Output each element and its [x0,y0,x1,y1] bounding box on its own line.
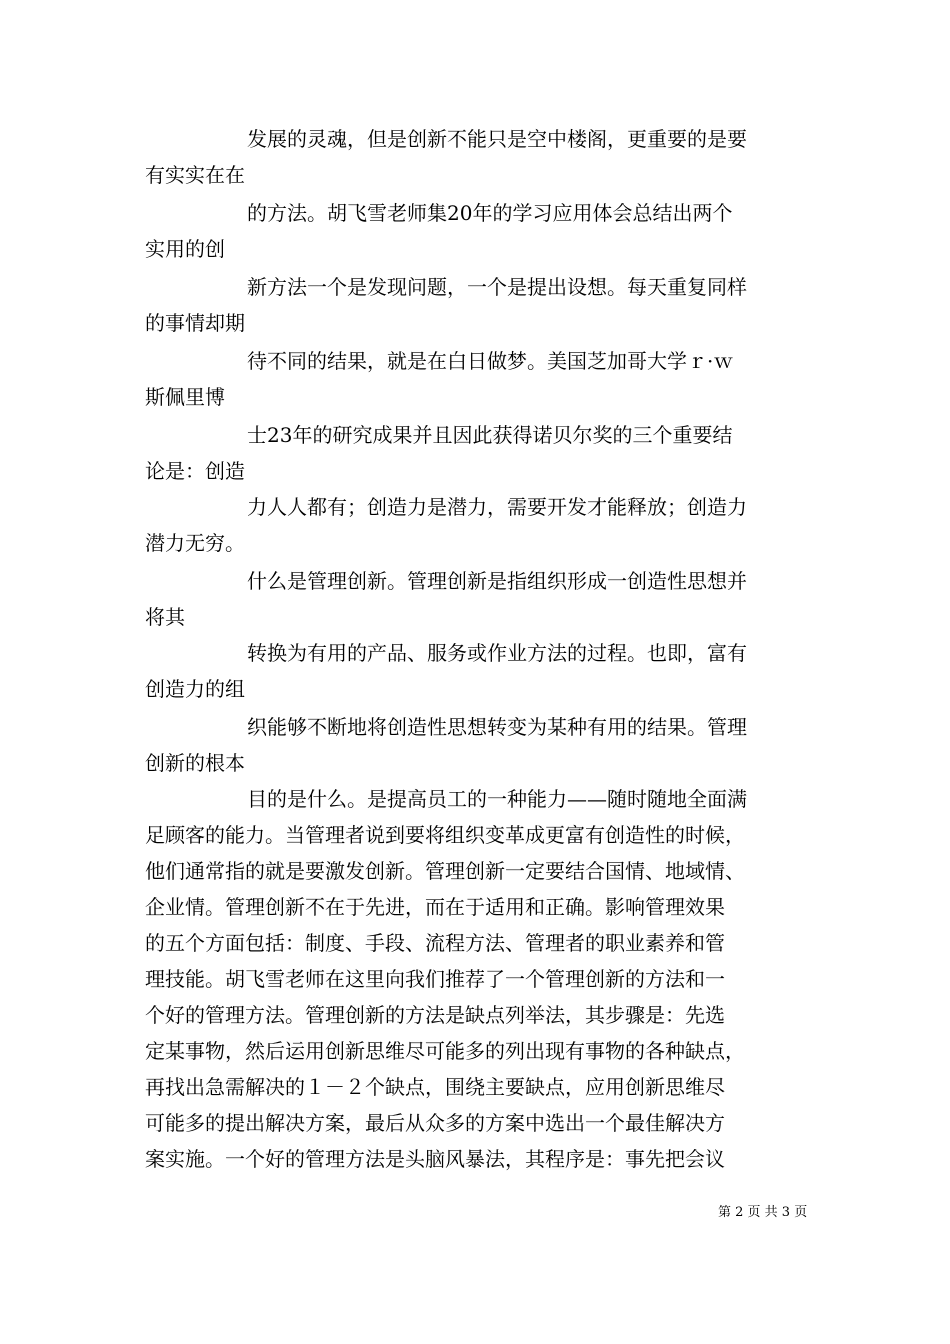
text-line: 潜力无穷。 [145,531,245,555]
text-line: 可能多的提出解决方案，最后从众多的方案中选出一个最佳解决方 [145,1111,725,1135]
text-line: 实用的创 [145,237,225,261]
text-line: 足顾客的能力。当管理者说到要将组织变革成更富有创造性的时候， [145,823,745,847]
text-line: 再找出急需解决的１－２个缺点，围绕主要缺点，应用创新思维尽 [145,1075,725,1099]
text-line: 理技能。胡飞雪老师在这里向我们推荐了一个管理创新的方法和一 [145,967,725,991]
page-number-footer: 第 2 页 共 3 页 [718,1205,808,1220]
text-line: 他们通常指的就是要激发创新。管理创新一定要结合国情、地域情、 [145,859,745,883]
text-line: 待不同的结果，就是在白日做梦。美国芝加哥大学ｒ·ｗ [247,349,734,373]
text-line: 发展的灵魂，但是创新不能只是空中楼阁，更重要的是要 [247,127,747,151]
text-line: 案实施。一个好的管理方法是头脑风暴法，其程序是：事先把会议 [145,1147,725,1171]
text-line: 的五个方面包括：制度、手段、流程方法、管理者的职业素养和管 [145,931,725,955]
text-line: 创造力的组 [145,677,245,701]
text-line: 个好的管理方法。管理创新的方法是缺点列举法，其步骤是：先选 [145,1003,725,1027]
text-line: 斯佩里博 [145,385,225,409]
text-line: 士23年的研究成果并且因此获得诺贝尔奖的三个重要结 [247,423,733,447]
text-line: 企业情。管理创新不在于先进，而在于适用和正确。影响管理效果 [145,895,725,919]
text-line: 转换为有用的产品、服务或作业方法的过程。也即，富有 [247,641,747,665]
text-line: 将其 [145,605,185,629]
text-line: 力人人都有；创造力是潜力，需要开发才能释放；创造力 [247,495,747,519]
text-line: 论是：创造 [145,459,245,483]
text-line: 创新的根本 [145,751,245,775]
text-line: 织能够不断地将创造性思想转变为某种有用的结果。管理 [247,715,747,739]
text-line: 的方法。胡飞雪老师集20年的学习应用体会总结出两个 [247,201,733,225]
text-line: 有实实在在 [145,163,245,187]
text-line: 目的是什么。是提高员工的一种能力——随时随地全面满 [247,787,747,811]
text-line: 新方法一个是发现问题，一个是提出设想。每天重复同样 [247,275,747,299]
text-line: 定某事物，然后运用创新思维尽可能多的列出现有事物的各种缺点， [145,1039,745,1063]
text-line: 的事情却期 [145,311,245,335]
text-line: 什么是管理创新。管理创新是指组织形成一创造性思想并 [247,569,747,593]
